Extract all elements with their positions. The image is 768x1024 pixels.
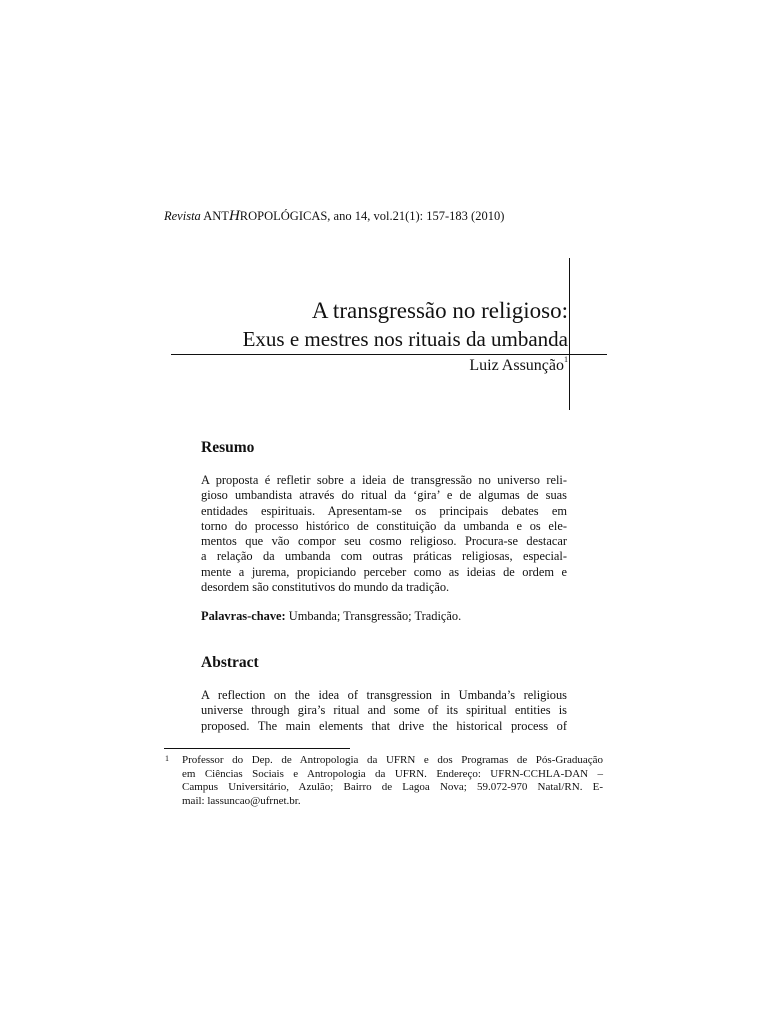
author-name [469,355,568,375]
author-footnote-marker[interactable]: 1 [564,355,568,364]
journal-name-prefix: ANT [203,209,229,223]
resumo-line: mentos que vão compor seu cosmo religioso. Procura-se destacar [201,534,567,549]
journal-header [164,208,504,225]
journal-name-suffix: ROPOLÓGICAS [239,209,328,223]
keywords [201,609,461,624]
footnote-line: em Ciências Sociais e Antropologia da UFRN. Endereço: UFRN-CCHLA-DAN – [182,767,603,780]
footnote-text [182,754,603,808]
keywords-label: Palavras-chave: [201,609,286,623]
abstract-line: A reflection on the idea of transgression in Umbanda’s religious [201,688,567,702]
resumo-line: gioso umbandista através do ritual da ‘gira’ e de algumas de suas [201,488,567,503]
article-subtitle: Exus e mestres nos rituais da umbanda [242,327,568,351]
resumo-line: entidades espirituais. Apresentam-se os principais debates em [201,503,567,518]
resumo-paragraph [201,473,567,595]
author-label: Luiz Assunção [469,357,564,374]
resumo-heading: Resumo [201,439,255,456]
abstract-line: proposed. The main elements that drive the historical process of [201,718,567,733]
journal-name-initial: H [228,208,240,224]
footnote-line: Professor do Dep. de Antropologia da UFRN e dos Programas de Pós-Graduação [182,754,603,766]
abstract-paragraph [201,688,567,734]
footnote-rule [164,748,350,749]
resumo-line: a relação da umbanda com outras práticas religiosas, especial- [201,549,567,564]
title-vertical-rule [569,258,570,410]
resumo-line: torno do processo histórico de constituição da umbanda e os ele- [201,518,567,533]
resumo-line: mente a jurema, propiciando perceber como as ideias de ordem e [201,564,567,579]
keywords-values: Umbanda; Transgressão; Tradição. [285,609,462,623]
footnote-line: mail: lassuncao@ufrnet.br. [182,794,301,807]
footnote-number: 1 [165,754,169,763]
resumo-line: A proposta é refletir sobre a ideia de transgressão no universo reli- [201,473,567,487]
abstract-heading: Abstract [201,654,259,671]
resumo-line: desordem são constitutivos do mundo da tradição. [201,580,450,595]
abstract-line: universe through gira’s ritual and some of its spiritual entities is [201,703,567,718]
citation: , ano 14, vol.21(1): 157-183 (2010) [327,209,505,223]
article-title: A transgressão no religioso: [311,298,568,323]
footnote-line: Campus Universitário, Azulão; Bairro de Lagoa Nova; 59.072-970 Natal/RN. E- [182,781,603,794]
revista-label: Revista [164,209,201,223]
